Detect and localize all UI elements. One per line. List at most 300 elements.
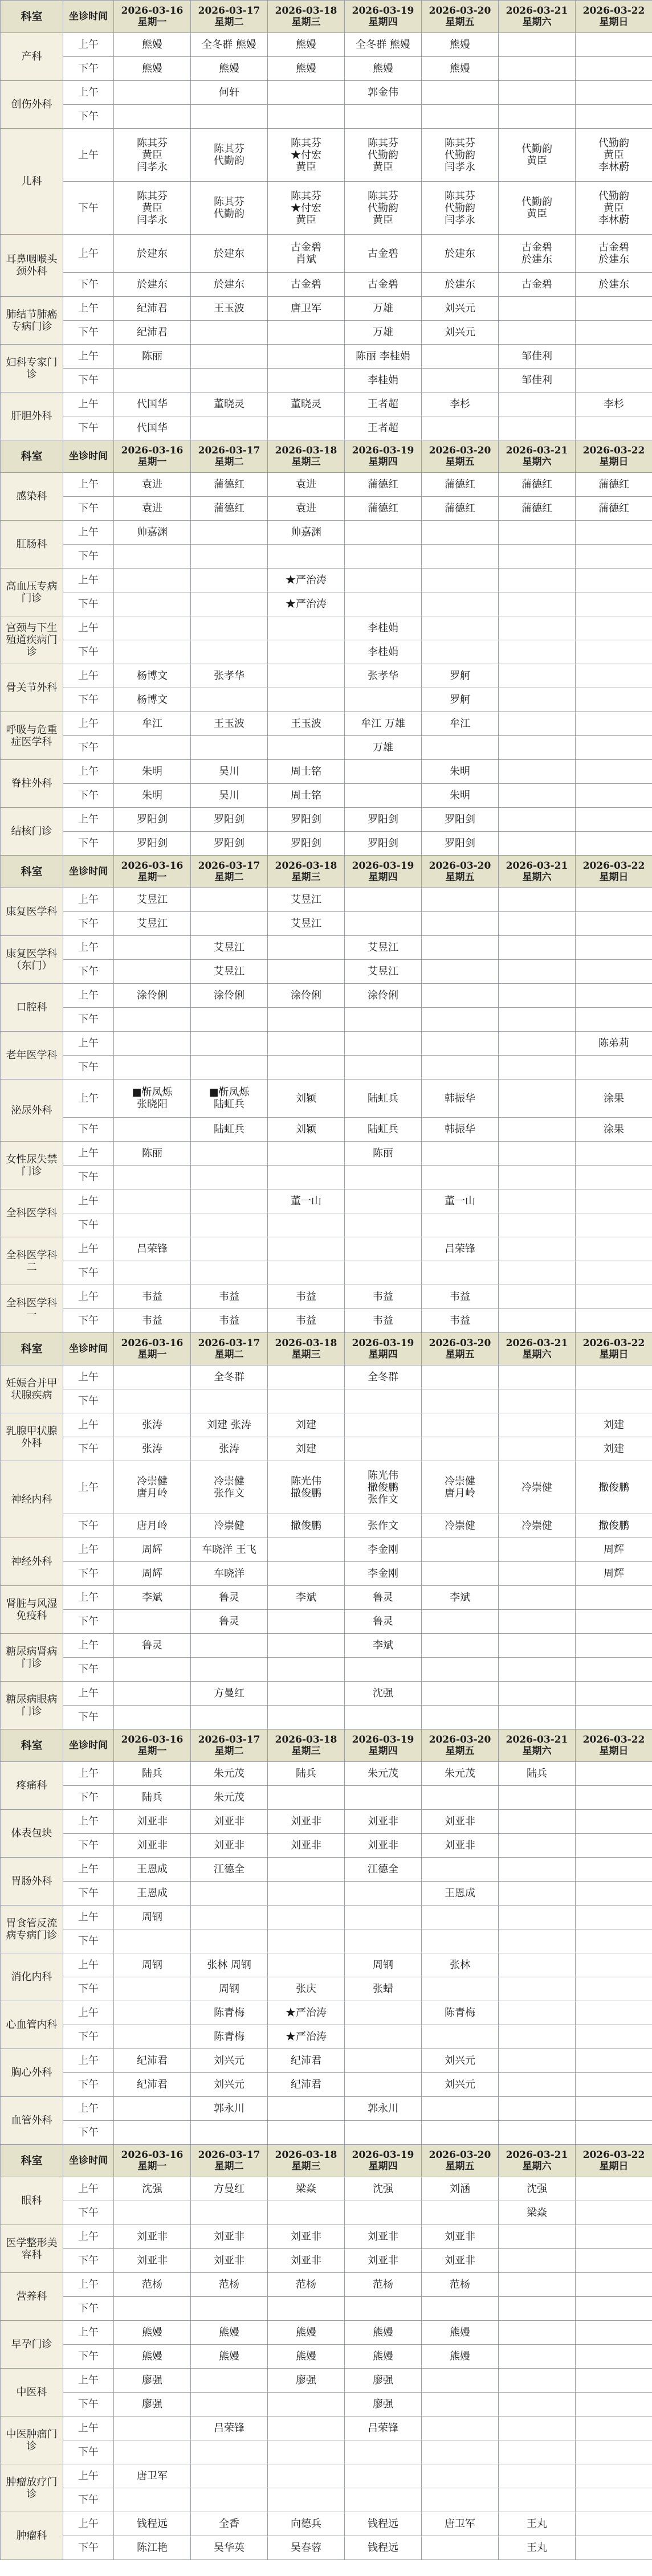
doctor-cell: 刘建 张涛 — [191, 1413, 268, 1437]
doctor-cell — [114, 2097, 191, 2121]
doctor-cell — [499, 664, 576, 688]
doctor-cell: 韦益 — [422, 1309, 499, 1333]
department-name: 心血管内科 — [1, 2001, 63, 2049]
session-period: 下午 — [63, 1834, 114, 1858]
schedule-row — [1, 1514, 652, 1538]
doctor-cell: 陈弟莉 — [576, 1032, 652, 1056]
doctor-cell — [576, 688, 652, 712]
doctor-cell — [114, 936, 191, 960]
doctor-cell: 廖强 — [268, 2369, 345, 2393]
doctor-cell: 熊嫚 — [114, 2345, 191, 2369]
doctor-cell — [422, 1365, 499, 1389]
header-date: 2026-03-19 星期四 — [345, 2145, 422, 2177]
doctor-cell — [499, 81, 576, 105]
doctor-cell: 刘涵 — [422, 2177, 499, 2201]
schedule-row — [1, 712, 652, 736]
doctor-cell — [576, 297, 652, 321]
doctor-cell — [576, 569, 652, 592]
department-name: 胸心外科 — [1, 2049, 63, 2097]
session-period: 下午 — [63, 784, 114, 808]
doctor-cell: 郭永川 — [191, 2097, 268, 2121]
doctor-cell: 张涛 — [191, 1437, 268, 1461]
doctor-cell: 牟江 — [114, 712, 191, 736]
doctor-cell — [499, 2440, 576, 2464]
doctor-cell: 朱元茂 — [422, 1762, 499, 1786]
schedule-row — [1, 2536, 652, 2560]
doctor-cell: 熊嫚 — [268, 33, 345, 57]
header-date: 2026-03-19 星期四 — [345, 1729, 422, 1762]
doctor-cell — [191, 2464, 268, 2488]
doctor-cell: 熊嫚 — [114, 2321, 191, 2345]
schedule-row — [1, 129, 652, 182]
doctor-cell — [345, 2073, 422, 2097]
doctor-cell: 吕荣锋 — [345, 2416, 422, 2440]
doctor-cell — [114, 1682, 191, 1706]
doctor-cell: 刘亚非 — [268, 1810, 345, 1834]
doctor-cell — [499, 2121, 576, 2145]
doctor-cell: 杨博文 — [114, 688, 191, 712]
doctor-cell — [422, 1858, 499, 1882]
doctor-cell — [499, 1906, 576, 1929]
schedule-row — [1, 2297, 652, 2321]
doctor-cell — [422, 592, 499, 616]
doctor-cell — [576, 2097, 652, 2121]
header-row — [1, 2145, 652, 2177]
doctor-cell — [576, 984, 652, 1008]
doctor-cell: 董晓灵 — [191, 392, 268, 416]
doctor-cell — [345, 1166, 422, 1189]
doctor-cell — [576, 2440, 652, 2464]
header-date: 2026-03-19 星期四 — [345, 1333, 422, 1365]
session-period: 下午 — [63, 1008, 114, 1032]
doctor-cell — [499, 545, 576, 569]
department-name: 胃食管反流病专病门诊 — [1, 1906, 63, 1953]
doctor-cell: 陆虹兵 — [345, 1118, 422, 1142]
doctor-cell: 冷崇健 — [499, 1461, 576, 1514]
doctor-cell — [422, 1008, 499, 1032]
doctor-cell — [422, 569, 499, 592]
doctor-cell — [345, 1389, 422, 1413]
doctor-cell: 周钢 — [114, 1906, 191, 1929]
session-period: 上午 — [63, 888, 114, 912]
session-period: 上午 — [63, 712, 114, 736]
doctor-cell — [268, 105, 345, 129]
session-period: 上午 — [63, 1953, 114, 1977]
doctor-cell — [422, 2369, 499, 2393]
doctor-cell — [499, 2097, 576, 2121]
session-period: 下午 — [63, 2345, 114, 2369]
doctor-cell: ★严治涛 — [268, 2001, 345, 2025]
doctor-cell: 冷崇健 唐月岭 — [114, 1461, 191, 1514]
session-period: 上午 — [63, 1810, 114, 1834]
doctor-cell — [114, 1189, 191, 1213]
schedule-row — [1, 2369, 652, 2393]
doctor-cell: 吴春蓉 — [268, 2536, 345, 2560]
doctor-cell: 陈丽 — [345, 1142, 422, 1166]
doctor-cell — [499, 392, 576, 416]
doctor-cell: 刘亚非 — [114, 2249, 191, 2273]
session-period: 上午 — [63, 129, 114, 182]
doctor-cell — [268, 1056, 345, 1080]
session-period: 下午 — [63, 1056, 114, 1080]
session-period: 下午 — [63, 832, 114, 856]
doctor-cell: 袁进 — [268, 473, 345, 497]
doctor-cell — [114, 1032, 191, 1056]
header-date: 2026-03-17 星期二 — [191, 2145, 268, 2177]
schedule-row — [1, 2225, 652, 2249]
doctor-cell: 艾昱江 — [114, 888, 191, 912]
doctor-cell — [576, 912, 652, 936]
doctor-cell — [499, 2073, 576, 2097]
schedule-row — [1, 1953, 652, 1977]
doctor-cell: 艾昱江 — [191, 960, 268, 984]
doctor-cell: 朱明 — [422, 784, 499, 808]
schedule-row — [1, 321, 652, 345]
doctor-cell: 罗阳剑 — [191, 832, 268, 856]
schedule-row — [1, 1858, 652, 1882]
doctor-cell — [268, 1389, 345, 1413]
doctor-cell — [576, 2001, 652, 2025]
doctor-cell — [114, 2297, 191, 2321]
schedule-row — [1, 273, 652, 297]
doctor-cell — [268, 1882, 345, 1906]
schedule-row — [1, 569, 652, 592]
doctor-cell — [268, 369, 345, 392]
doctor-cell — [422, 2440, 499, 2464]
session-period: 上午 — [63, 1906, 114, 1929]
doctor-cell — [576, 2464, 652, 2488]
doctor-cell: 全冬群 — [191, 1365, 268, 1389]
doctor-cell — [422, 936, 499, 960]
session-period: 上午 — [63, 1285, 114, 1309]
header-row — [1, 440, 652, 473]
doctor-cell — [114, 1008, 191, 1032]
schedule-row — [1, 1309, 652, 1333]
doctor-cell — [576, 2201, 652, 2225]
header-dept: 科室 — [1, 1333, 63, 1365]
doctor-cell: 万雄 — [345, 321, 422, 345]
session-period: 下午 — [63, 1166, 114, 1189]
doctor-cell — [268, 2201, 345, 2225]
doctor-cell: 罗阳剑 — [268, 832, 345, 856]
doctor-cell — [191, 1056, 268, 1080]
department-name: 全科医学科一 — [1, 1285, 63, 1333]
doctor-cell: 陈青梅 — [191, 2001, 268, 2025]
doctor-cell: 撒俊鹏 — [268, 1514, 345, 1538]
doctor-cell: 罗阳剑 — [114, 832, 191, 856]
doctor-cell — [576, 81, 652, 105]
doctor-cell — [345, 1056, 422, 1080]
doctor-cell: 朱明 — [114, 784, 191, 808]
doctor-cell — [576, 521, 652, 545]
doctor-cell — [345, 2464, 422, 2488]
doctor-cell — [576, 545, 652, 569]
session-period: 下午 — [63, 1706, 114, 1729]
doctor-cell — [191, 688, 268, 712]
doctor-cell — [576, 1610, 652, 1634]
department-name: 女性尿失禁门诊 — [1, 1142, 63, 1189]
doctor-cell — [268, 1953, 345, 1977]
session-period: 下午 — [63, 1213, 114, 1237]
schedule-row — [1, 736, 652, 760]
doctor-cell: 范杨 — [422, 2273, 499, 2297]
department-name: 结核门诊 — [1, 808, 63, 856]
doctor-cell: 袁进 — [114, 473, 191, 497]
doctor-cell — [268, 416, 345, 440]
doctor-cell — [576, 1586, 652, 1610]
doctor-cell — [576, 760, 652, 784]
doctor-cell: 代国华 — [114, 416, 191, 440]
schedule-row — [1, 2440, 652, 2464]
header-date: 2026-03-20 星期五 — [422, 1729, 499, 1762]
schedule-row — [1, 345, 652, 369]
doctor-cell: 熊嫚 — [268, 57, 345, 81]
doctor-cell: 刘亚非 — [191, 1810, 268, 1834]
doctor-cell: 刘亚非 — [345, 1810, 422, 1834]
doctor-cell: 陈其芬 黄臣 闫孝永 — [114, 129, 191, 182]
department-name: 神经内科 — [1, 1461, 63, 1538]
doctor-cell: 王恩成 — [114, 1882, 191, 1906]
doctor-cell: 罗阳剑 — [114, 808, 191, 832]
doctor-cell: 刘亚非 — [191, 2225, 268, 2249]
doctor-cell: 熊嫚 — [191, 57, 268, 81]
header-dept: 科室 — [1, 856, 63, 888]
doctor-cell — [191, 2440, 268, 2464]
header-date: 2026-03-18 星期三 — [268, 1333, 345, 1365]
header-date: 2026-03-17 星期二 — [191, 1, 268, 33]
session-period: 上午 — [63, 984, 114, 1008]
doctor-cell — [345, 1032, 422, 1056]
doctor-cell: 全冬群 熊嫚 — [191, 33, 268, 57]
doctor-cell: 代勤韵 黄臣 李林蔚 — [576, 182, 652, 235]
department-name: 糖尿病肾病门诊 — [1, 1634, 63, 1682]
doctor-cell — [422, 1389, 499, 1413]
doctor-cell — [576, 2121, 652, 2145]
schedule-row — [1, 960, 652, 984]
doctor-cell — [114, 1706, 191, 1729]
schedule-row — [1, 1562, 652, 1586]
doctor-cell — [576, 1906, 652, 1929]
doctor-cell: 李杉 — [422, 392, 499, 416]
doctor-cell — [499, 1682, 576, 1706]
doctor-cell — [422, 1032, 499, 1056]
doctor-cell — [576, 2273, 652, 2297]
header-period: 坐诊时间 — [63, 1729, 114, 1762]
header-date: 2026-03-20 星期五 — [422, 2145, 499, 2177]
doctor-cell: 刘亚非 — [345, 2225, 422, 2249]
doctor-cell: 周辉 — [114, 1538, 191, 1562]
doctor-cell: 刘亚非 — [422, 1834, 499, 1858]
doctor-cell — [345, 1437, 422, 1461]
doctor-cell: 於建东 — [191, 235, 268, 273]
session-period: 下午 — [63, 2249, 114, 2273]
doctor-cell — [268, 1858, 345, 1882]
session-period: 下午 — [63, 273, 114, 297]
doctor-cell — [422, 2121, 499, 2145]
doctor-cell — [499, 1929, 576, 1953]
doctor-cell — [499, 960, 576, 984]
doctor-cell: 艾昱江 — [191, 936, 268, 960]
doctor-cell — [499, 1261, 576, 1285]
department-name: 神经外科 — [1, 1538, 63, 1586]
department-name: 疼痛科 — [1, 1762, 63, 1810]
doctor-cell: 於建东 — [114, 273, 191, 297]
doctor-cell: 帅嘉渊 — [114, 521, 191, 545]
doctor-cell: 艾昱江 — [345, 936, 422, 960]
doctor-cell — [268, 2097, 345, 2121]
doctor-cell — [576, 369, 652, 392]
doctor-cell — [268, 2488, 345, 2512]
doctor-cell: 沈强 — [345, 1682, 422, 1706]
doctor-cell: 朱元茂 — [345, 1762, 422, 1786]
doctor-cell: 王玉波 — [191, 297, 268, 321]
doctor-cell — [576, 888, 652, 912]
doctor-cell — [422, 1906, 499, 1929]
doctor-cell: 吴华英 — [191, 2536, 268, 2560]
doctor-cell: 涂伶俐 — [191, 984, 268, 1008]
session-period: 下午 — [63, 2073, 114, 2097]
session-period: 上午 — [63, 2177, 114, 2201]
doctor-cell: 周士铭 — [268, 784, 345, 808]
doctor-cell — [191, 321, 268, 345]
doctor-cell — [499, 521, 576, 545]
doctor-cell — [422, 1056, 499, 1080]
department-name: 呼吸与危重症医学科 — [1, 712, 63, 760]
schedule-row — [1, 1189, 652, 1213]
session-period: 上午 — [63, 2464, 114, 2488]
header-date: 2026-03-21 星期六 — [499, 856, 576, 888]
doctor-cell — [422, 888, 499, 912]
doctor-cell — [114, 105, 191, 129]
doctor-cell — [191, 736, 268, 760]
doctor-cell — [576, 2369, 652, 2393]
doctor-cell — [345, 912, 422, 936]
doctor-cell: 熊嫚 — [191, 2321, 268, 2345]
doctor-cell — [576, 1977, 652, 2001]
doctor-cell — [191, 105, 268, 129]
doctor-cell: 纪沛君 — [268, 2049, 345, 2073]
doctor-cell: 熊嫚 — [345, 2321, 422, 2345]
doctor-cell: 朱元茂 — [191, 1786, 268, 1810]
doctor-cell: 沈强 — [345, 2177, 422, 2201]
doctor-cell: 韩振华 — [422, 1080, 499, 1118]
session-period: 上午 — [63, 808, 114, 832]
doctor-cell — [345, 2049, 422, 2073]
doctor-cell — [268, 1032, 345, 1056]
doctor-cell — [422, 2025, 499, 2049]
schedule-row — [1, 2049, 652, 2073]
doctor-cell — [268, 1213, 345, 1237]
schedule-row — [1, 760, 652, 784]
doctor-cell: 廖强 — [114, 2369, 191, 2393]
doctor-cell: 周辉 — [576, 1538, 652, 1562]
session-period: 下午 — [63, 1658, 114, 1682]
doctor-cell — [499, 2416, 576, 2440]
doctor-cell: 蒲德红 — [499, 473, 576, 497]
department-name: 消化内科 — [1, 1953, 63, 2001]
doctor-cell: 艾昱江 — [345, 960, 422, 984]
session-period: 上午 — [63, 33, 114, 57]
session-period: 下午 — [63, 912, 114, 936]
doctor-cell — [576, 1810, 652, 1834]
doctor-cell: 周士铭 — [268, 760, 345, 784]
doctor-cell: 陈其芬 代勤韵 — [191, 182, 268, 235]
header-date: 2026-03-22 星期日 — [576, 1729, 652, 1762]
doctor-cell: 陈其芬 ★付宏 黄臣 — [268, 182, 345, 235]
header-row — [1, 1729, 652, 1762]
doctor-cell — [191, 1634, 268, 1658]
department-name: 全科医学科二 — [1, 1237, 63, 1285]
doctor-cell: 古金碧 — [345, 273, 422, 297]
session-period: 下午 — [63, 2121, 114, 2145]
doctor-cell: 王者超 — [345, 416, 422, 440]
doctor-cell — [499, 1032, 576, 1056]
doctor-cell: 涂果 — [576, 1118, 652, 1142]
schedule-row — [1, 1610, 652, 1634]
doctor-cell: 纪沛君 — [268, 2073, 345, 2097]
doctor-cell — [191, 521, 268, 545]
doctor-cell: 梁焱 — [268, 2177, 345, 2201]
doctor-cell — [422, 1634, 499, 1658]
doctor-cell — [422, 1413, 499, 1437]
doctor-cell: 刘亚非 — [268, 1834, 345, 1858]
doctor-cell: 朱明 — [114, 760, 191, 784]
session-period: 下午 — [63, 736, 114, 760]
doctor-cell — [576, 592, 652, 616]
doctor-cell: 蒲德红 — [576, 497, 652, 521]
session-period: 上午 — [63, 473, 114, 497]
doctor-cell: 刘亚非 — [422, 2249, 499, 2273]
session-period: 下午 — [63, 182, 114, 235]
schedule-row — [1, 1461, 652, 1514]
doctor-cell: 吴川 — [191, 760, 268, 784]
doctor-cell — [114, 736, 191, 760]
doctor-cell: 刘建 — [268, 1413, 345, 1437]
department-name: 创伤外科 — [1, 81, 63, 129]
doctor-cell — [114, 81, 191, 105]
doctor-cell — [345, 688, 422, 712]
doctor-cell — [576, 2512, 652, 2536]
doctor-cell — [576, 345, 652, 369]
doctor-cell — [422, 640, 499, 664]
doctor-cell — [114, 369, 191, 392]
doctor-cell — [114, 1166, 191, 1189]
doctor-cell: 李杉 — [576, 392, 652, 416]
doctor-cell — [499, 1285, 576, 1309]
doctor-cell — [499, 1118, 576, 1142]
session-period: 上午 — [63, 345, 114, 369]
doctor-cell — [422, 736, 499, 760]
doctor-cell — [268, 2440, 345, 2464]
doctor-cell — [345, 105, 422, 129]
schedule-row — [1, 2201, 652, 2225]
doctor-cell — [499, 2321, 576, 2345]
header-period: 坐诊时间 — [63, 856, 114, 888]
session-period: 上午 — [63, 2416, 114, 2440]
doctor-cell — [268, 2297, 345, 2321]
doctor-cell: 王者超 — [345, 392, 422, 416]
doctor-cell: 韦益 — [268, 1309, 345, 1333]
doctor-cell — [268, 1237, 345, 1261]
doctor-cell — [345, 569, 422, 592]
doctor-cell — [499, 688, 576, 712]
doctor-cell: 王恩成 — [422, 1882, 499, 1906]
session-period: 上午 — [63, 2512, 114, 2536]
doctor-cell — [576, 1365, 652, 1389]
doctor-cell — [499, 1389, 576, 1413]
doctor-cell: 邹佳利 — [499, 345, 576, 369]
doctor-cell: 蒲德红 — [422, 473, 499, 497]
